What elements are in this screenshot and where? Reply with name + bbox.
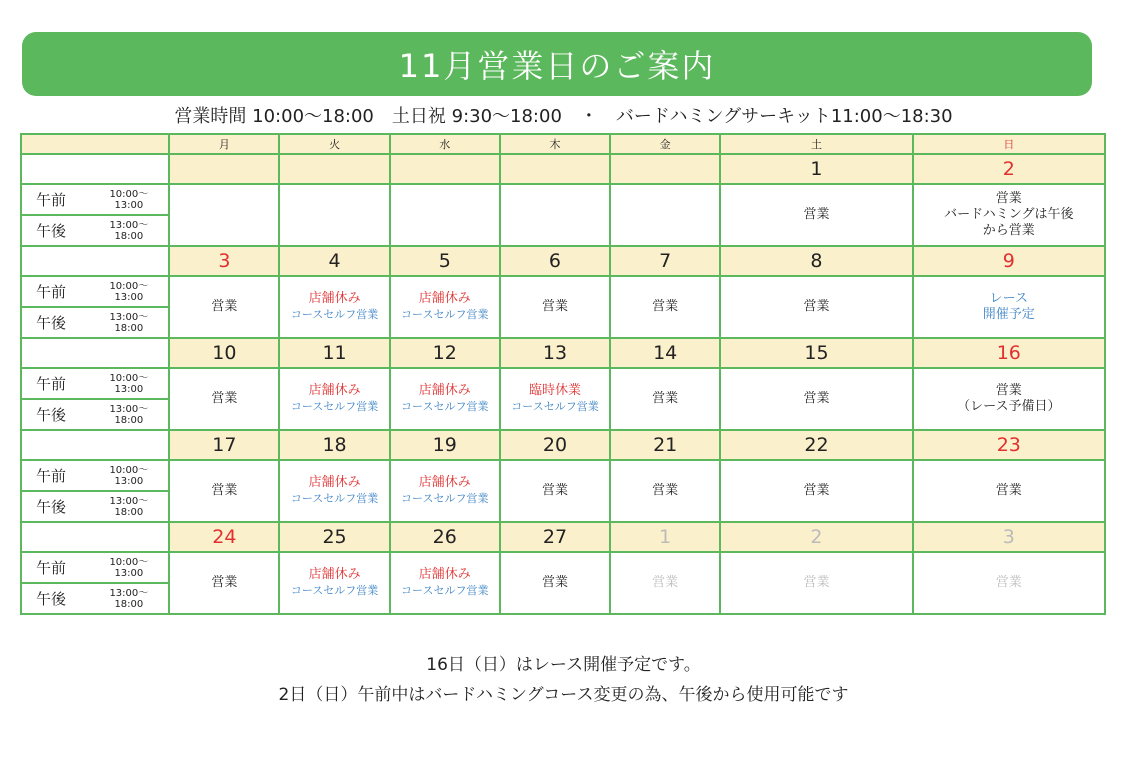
am-label-cell — [21, 368, 169, 399]
status-text: 営業 — [211, 575, 238, 590]
am-time-start: 10:00〜 — [109, 464, 149, 476]
date-cell: 2 — [913, 154, 1105, 184]
pm-time-end: 18:00 — [114, 414, 144, 426]
date-cell: 8 — [720, 246, 912, 276]
weekday-fri: 金 — [610, 134, 720, 154]
pm-label: 午後 — [36, 498, 67, 516]
date-cell: 1 — [720, 154, 912, 184]
status-text: 営業 — [995, 191, 1022, 206]
footer-note-1: 16日（日）はレース開催予定です。 — [426, 655, 701, 675]
status-cell — [390, 276, 500, 338]
weekday-sun: 日 — [913, 134, 1105, 154]
status-text: コースセルフ営業 — [511, 400, 599, 413]
status-text: バードハミングは午後 — [944, 207, 1074, 222]
weekday-tue: 火 — [279, 134, 389, 154]
page-title: 11月営業日のご案内 — [22, 32, 1092, 96]
status-cell — [913, 460, 1105, 522]
status-text: 営業 — [803, 207, 830, 222]
status-text: 営業 — [803, 391, 830, 406]
date-row-label — [21, 154, 169, 184]
date-row-label — [21, 246, 169, 276]
date-cell: 26 — [390, 522, 500, 552]
pm-time-start: 13:00〜 — [109, 311, 149, 323]
am-label-cell — [21, 552, 169, 583]
status-text: 営業 — [541, 299, 568, 314]
pm-label-cell — [21, 583, 169, 614]
pm-time-start: 13:00〜 — [109, 495, 149, 507]
am-time-end: 13:00 — [114, 475, 144, 487]
date-cell — [610, 154, 720, 184]
am-row — [21, 276, 1105, 307]
status-text: 店舗休み — [308, 383, 361, 398]
status-cell — [720, 552, 912, 614]
status-cell — [279, 552, 389, 614]
status-text: 開催予定 — [982, 307, 1035, 322]
date-cell: 13 — [500, 338, 610, 368]
date-cell: 18 — [279, 430, 389, 460]
status-text: コースセルフ営業 — [401, 308, 489, 321]
status-cell — [610, 276, 720, 338]
am-label-cell — [21, 276, 169, 307]
status-text: 営業 — [652, 299, 679, 314]
pm-time-end: 18:00 — [114, 506, 144, 518]
date-cell: 5 — [390, 246, 500, 276]
am-label: 午前 — [36, 375, 67, 393]
date-cell — [169, 154, 279, 184]
pm-label-cell — [21, 491, 169, 522]
status-cell — [500, 460, 610, 522]
status-cell — [279, 276, 389, 338]
date-cell: 20 — [500, 430, 610, 460]
date-row — [21, 246, 1105, 276]
status-cell — [913, 368, 1105, 430]
status-text: 営業 — [541, 575, 568, 590]
date-row-label — [21, 522, 169, 552]
am-row — [21, 368, 1105, 399]
weekday-thu: 木 — [500, 134, 610, 154]
status-text: 店舗休み — [308, 291, 361, 306]
date-cell: 2 — [720, 522, 912, 552]
status-text: 営業 — [803, 575, 830, 590]
am-time-end: 13:00 — [114, 567, 144, 579]
am-label: 午前 — [36, 559, 67, 577]
status-text: コースセルフ営業 — [290, 584, 379, 597]
date-cell: 6 — [500, 246, 610, 276]
am-row — [21, 460, 1105, 491]
status-text: 臨時休業 — [528, 383, 581, 398]
am-row — [21, 552, 1105, 583]
date-cell — [279, 154, 389, 184]
date-cell: 22 — [720, 430, 912, 460]
date-cell: 24 — [169, 522, 279, 552]
am-label: 午前 — [36, 467, 67, 485]
date-cell: 3 — [913, 522, 1105, 552]
status-cell — [500, 552, 610, 614]
am-time-end: 13:00 — [114, 383, 144, 395]
status-text: 営業 — [211, 299, 238, 314]
status-cell — [169, 552, 279, 614]
status-cell — [720, 368, 912, 430]
status-cell — [500, 184, 610, 246]
status-cell — [169, 184, 279, 246]
status-cell — [169, 368, 279, 430]
weekday-mon: 月 — [169, 134, 279, 154]
status-text: 店舗休み — [308, 567, 361, 582]
am-time-start: 10:00〜 — [109, 556, 149, 568]
pm-time-start: 13:00〜 — [109, 587, 149, 599]
status-text: コースセルフ営業 — [290, 308, 379, 321]
status-cell — [913, 552, 1105, 614]
date-cell: 3 — [169, 246, 279, 276]
date-cell: 7 — [610, 246, 720, 276]
status-text: 営業 — [995, 483, 1022, 498]
pm-label-cell — [21, 399, 169, 430]
status-cell — [279, 368, 389, 430]
status-cell — [720, 276, 912, 338]
status-text: レース — [989, 291, 1028, 306]
status-text: から営業 — [982, 223, 1035, 238]
date-cell: 1 — [610, 522, 720, 552]
pm-label: 午後 — [36, 590, 67, 608]
status-text: コースセルフ営業 — [290, 400, 379, 413]
pm-label-cell — [21, 215, 169, 246]
status-text: 店舗休み — [418, 383, 471, 398]
date-cell: 14 — [610, 338, 720, 368]
date-cell — [500, 154, 610, 184]
pm-time-start: 13:00〜 — [109, 403, 149, 415]
am-time-start: 10:00〜 — [109, 372, 149, 384]
business-hours: 営業時間 10:00〜18:00 土日祝 9:30〜18:00 ・ バードハミングサーキット11:00〜18:30 — [174, 106, 953, 127]
status-cell — [390, 368, 500, 430]
status-text: 営業 — [211, 483, 238, 498]
date-cell: 16 — [913, 338, 1105, 368]
am-time-end: 13:00 — [114, 291, 144, 303]
am-label: 午前 — [36, 283, 67, 301]
header-blank — [21, 134, 169, 154]
status-text: コースセルフ営業 — [401, 400, 489, 413]
calendar-table — [20, 133, 1106, 615]
am-label: 午前 — [36, 191, 67, 209]
pm-label: 午後 — [36, 222, 67, 240]
status-text: 営業 — [652, 483, 679, 498]
pm-time-end: 18:00 — [114, 322, 144, 334]
weekday-sat: 土 — [720, 134, 912, 154]
status-cell — [500, 368, 610, 430]
footer-note-2: 2日（日）午前中はバードハミングコース変更の為、午後から使用可能です — [278, 685, 849, 705]
status-text: 店舗休み — [418, 291, 471, 306]
date-cell: 19 — [390, 430, 500, 460]
status-text: コースセルフ営業 — [290, 492, 379, 505]
status-cell — [169, 460, 279, 522]
status-cell — [390, 460, 500, 522]
status-cell — [720, 184, 912, 246]
date-cell: 27 — [500, 522, 610, 552]
status-text: 営業 — [995, 383, 1022, 398]
date-cell: 21 — [610, 430, 720, 460]
status-cell — [610, 368, 720, 430]
status-text: 営業 — [803, 483, 830, 498]
status-cell — [390, 184, 500, 246]
status-text: 営業 — [211, 391, 238, 406]
status-cell — [500, 276, 610, 338]
status-text: 店舗休み — [418, 567, 471, 582]
status-cell — [390, 552, 500, 614]
date-cell: 10 — [169, 338, 279, 368]
pm-time-end: 18:00 — [114, 598, 144, 610]
date-row — [21, 522, 1105, 552]
am-label-cell — [21, 460, 169, 491]
status-text: 営業 — [803, 299, 830, 314]
date-row-label — [21, 430, 169, 460]
date-cell: 12 — [390, 338, 500, 368]
status-cell — [913, 184, 1105, 246]
status-text: コースセルフ営業 — [401, 584, 489, 597]
date-cell: 9 — [913, 246, 1105, 276]
status-text: コースセルフ営業 — [401, 492, 489, 505]
date-cell: 23 — [913, 430, 1105, 460]
status-text: 営業 — [652, 575, 679, 590]
date-row — [21, 430, 1105, 460]
status-text: 店舗休み — [418, 475, 471, 490]
status-cell — [279, 184, 389, 246]
status-cell — [279, 460, 389, 522]
status-text: 営業 — [995, 575, 1022, 590]
date-row-label — [21, 338, 169, 368]
status-cell — [913, 276, 1105, 338]
status-cell — [610, 552, 720, 614]
pm-label: 午後 — [36, 406, 67, 424]
date-row — [21, 338, 1105, 368]
am-time-start: 10:00〜 — [109, 188, 149, 200]
date-cell: 25 — [279, 522, 389, 552]
status-cell — [610, 184, 720, 246]
date-cell: 17 — [169, 430, 279, 460]
am-time-start: 10:00〜 — [109, 280, 149, 292]
status-text: 店舗休み — [308, 475, 361, 490]
date-cell: 4 — [279, 246, 389, 276]
status-cell — [610, 460, 720, 522]
date-cell: 11 — [279, 338, 389, 368]
pm-label-cell — [21, 307, 169, 338]
weekday-wed: 水 — [390, 134, 500, 154]
status-text: 営業 — [652, 391, 679, 406]
am-row — [21, 184, 1105, 215]
am-time-end: 13:00 — [114, 199, 144, 211]
status-cell — [169, 276, 279, 338]
date-cell: 15 — [720, 338, 912, 368]
status-text: （レース予備日） — [957, 399, 1061, 414]
date-cell — [390, 154, 500, 184]
weekday-header-row — [21, 134, 1105, 154]
am-label-cell — [21, 184, 169, 215]
status-text: 営業 — [541, 483, 568, 498]
pm-time-start: 13:00〜 — [109, 219, 149, 231]
status-cell — [720, 460, 912, 522]
pm-time-end: 18:00 — [114, 230, 144, 242]
date-row — [21, 154, 1105, 184]
pm-label: 午後 — [36, 314, 67, 332]
